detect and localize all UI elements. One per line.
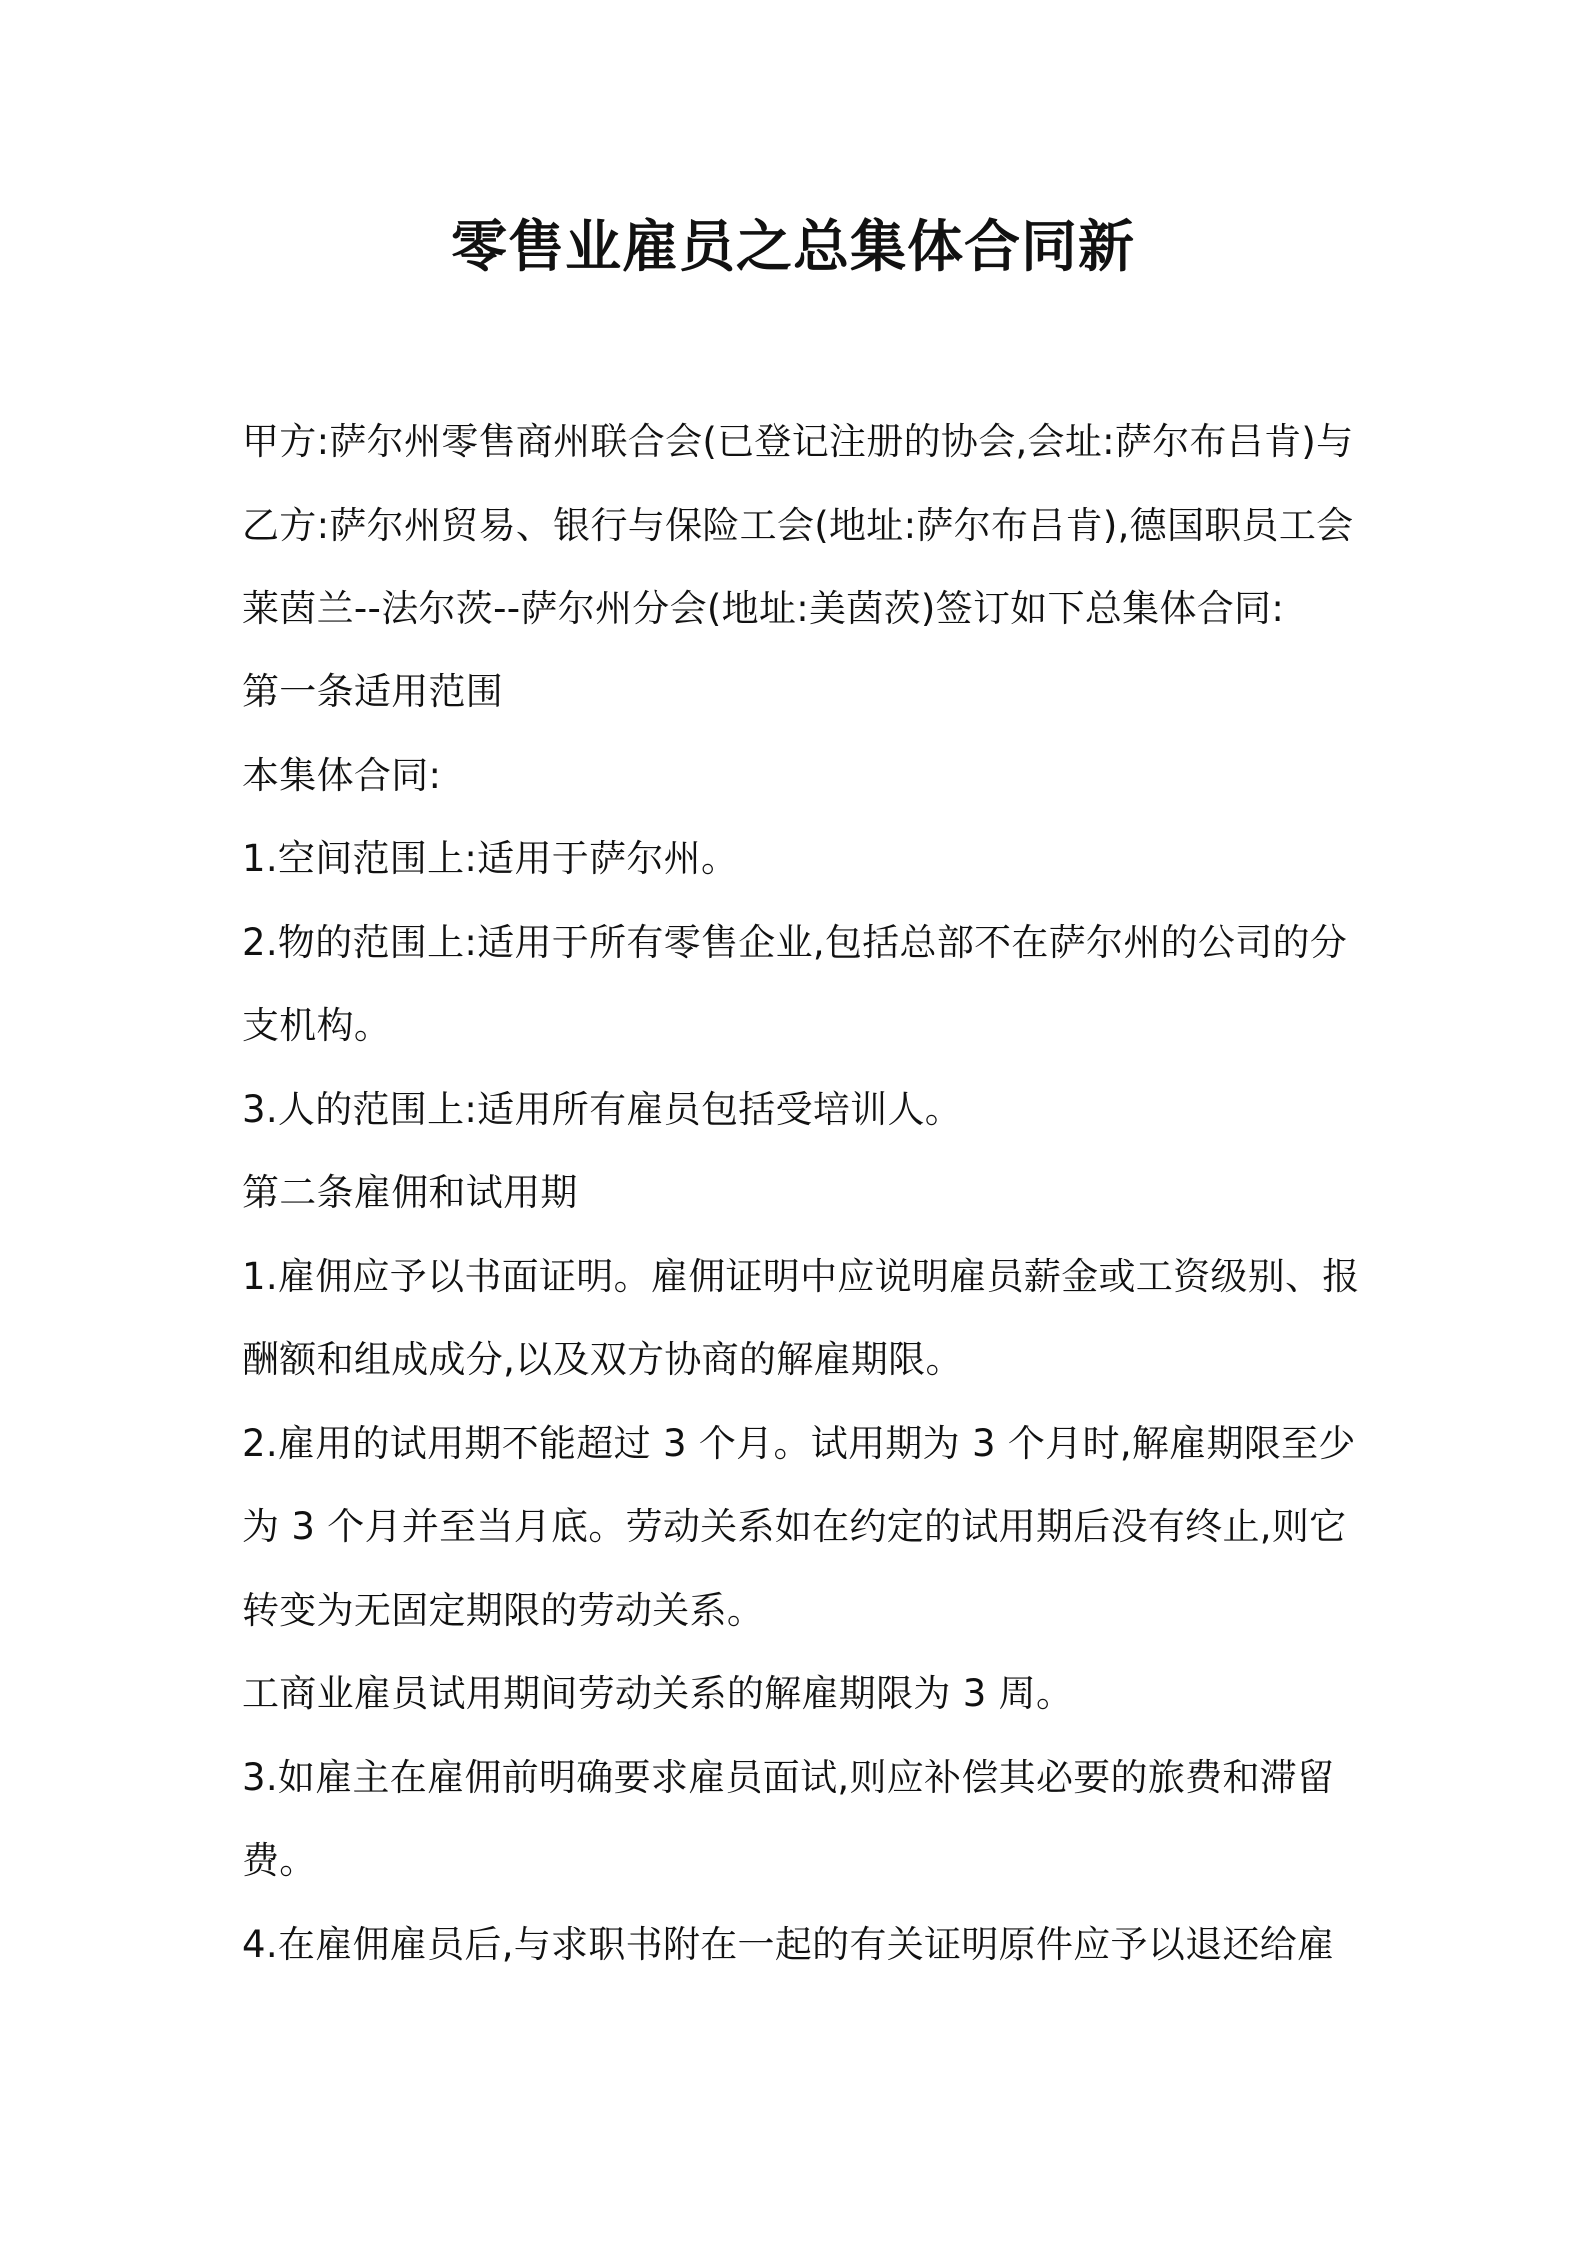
paragraph-line: 酬额和组成成分,以及双方协商的解雇期限。 bbox=[242, 1338, 963, 1381]
paragraph-line: 甲方:萨尔州零售商州联合会(已登记注册的协会,会址:萨尔布吕肯)与 bbox=[242, 420, 1354, 463]
paragraph-line: 3.如雇主在雇佣前明确要求雇员面试,则应补偿其必要的旅费和滞留 bbox=[242, 1756, 1335, 1799]
paragraph-line: 1.空间范围上:适用于萨尔州。 bbox=[242, 837, 739, 880]
paragraph-line: 费。 bbox=[242, 1839, 317, 1882]
paragraph-line: 2.雇用的试用期不能超过 3 个月。试用期为 3 个月时,解雇期限至少 bbox=[242, 1422, 1356, 1465]
paragraph-line: 乙方:萨尔州贸易、银行与保险工会(地址:萨尔布吕肯),德国职员工会 bbox=[242, 504, 1354, 547]
paragraph-line: 本集体合同: bbox=[242, 754, 442, 797]
section-heading: 第二条雇佣和试用期 bbox=[242, 1171, 578, 1214]
paragraph-line: 2.物的范围上:适用于所有零售企业,包括总部不在萨尔州的公司的分 bbox=[242, 921, 1348, 964]
section-heading: 第一条适用范围 bbox=[242, 670, 504, 713]
document-title: 零售业雇员之总集体合同新 bbox=[451, 215, 1135, 280]
paragraph-line: 为 3 个月并至当月底。劳动关系如在约定的试用期后没有终止,则它 bbox=[242, 1505, 1347, 1548]
paragraph-line: 支机构。 bbox=[242, 1004, 392, 1047]
paragraph-line: 4.在雇佣雇员后,与求职书附在一起的有关证明原件应予以退还给雇 bbox=[242, 1923, 1335, 1966]
paragraph-line: 莱茵兰--法尔茨--萨尔州分会(地址:美茵茨)签订如下总集体合同: bbox=[242, 587, 1285, 630]
paragraph-line: 转变为无固定期限的劳动关系。 bbox=[242, 1589, 765, 1632]
paragraph-line: 3.人的范围上:适用所有雇员包括受培训人。 bbox=[242, 1088, 963, 1131]
paragraph-line: 1.雇佣应予以书面证明。雇佣证明中应说明雇员薪金或工资级别、报 bbox=[242, 1255, 1360, 1298]
paragraph-line: 工商业雇员试用期间劳动关系的解雇期限为 3 周。 bbox=[242, 1672, 1074, 1715]
